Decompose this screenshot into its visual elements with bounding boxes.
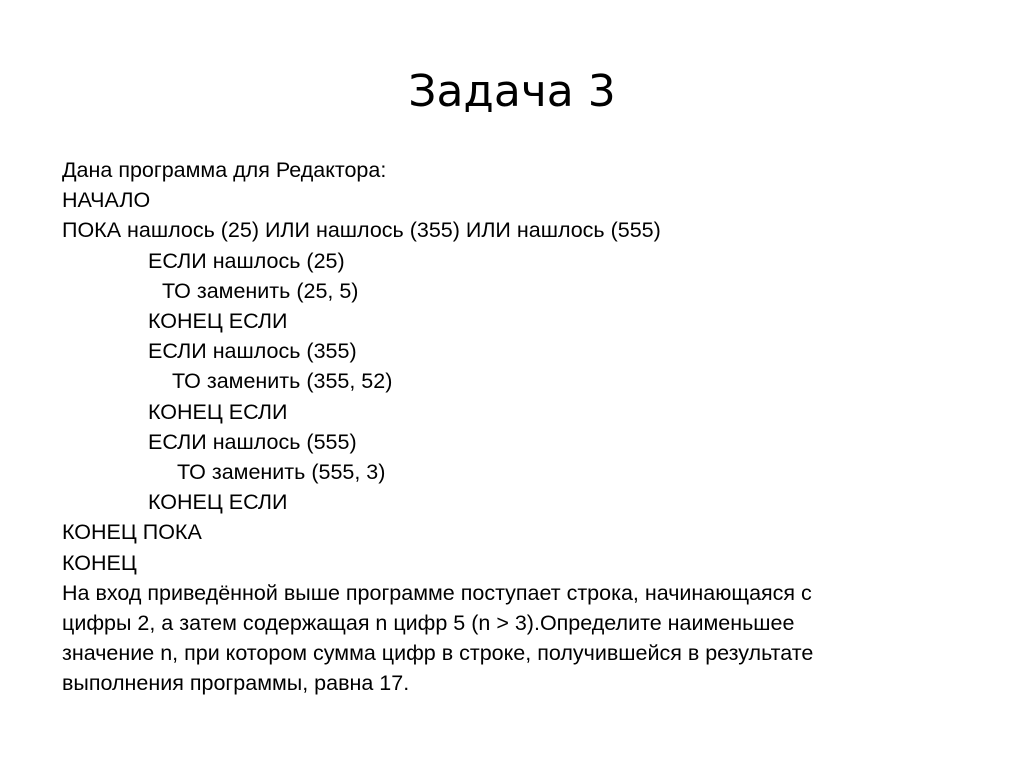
- program-end-line: КОНЕЦ: [62, 550, 137, 575]
- if-25-line: ЕСЛИ нашлось (25): [148, 248, 345, 273]
- while-condition-line: ПОКА нашлось (25) ИЛИ нашлось (355) ИЛИ нашлось (555): [62, 218, 661, 243]
- slide-body: [62, 155, 982, 699]
- task-text-line-3: значение n, при котором сумма цифр в строке, получившейся в результате: [62, 641, 814, 666]
- program-start-line: НАЧАЛО: [62, 188, 151, 213]
- if-355-line: ЕСЛИ нашлось (355): [148, 339, 357, 364]
- task-text-line-2: цифры 2, а затем содержащая n цифр 5 (n > 3).Определите наименьшее: [62, 611, 795, 636]
- intro-line: Дана программа для Редактора:: [62, 158, 387, 182]
- end-if-355-line: КОНЕЦ ЕСЛИ: [148, 399, 288, 424]
- end-if-25-line: КОНЕЦ ЕСЛИ: [148, 309, 288, 334]
- end-while-line: КОНЕЦ ПОКА: [62, 520, 202, 545]
- if-555-line: ЕСЛИ нашлось (555): [148, 429, 357, 454]
- then-replace-25-line: ТО заменить (25, 5): [162, 278, 359, 303]
- task-text-line-1: На вход приведённой выше программе поступает строка, начинающаяся с: [62, 580, 812, 605]
- task-text-line-4: выполнения программы, равна 17.: [62, 671, 410, 696]
- end-if-555-line: КОНЕЦ ЕСЛИ: [148, 490, 288, 515]
- then-replace-355-line: ТО заменить (355, 52): [172, 369, 393, 394]
- then-replace-555-line: ТО заменить (555, 3): [177, 460, 386, 485]
- slide-title: Задача 3: [408, 66, 616, 117]
